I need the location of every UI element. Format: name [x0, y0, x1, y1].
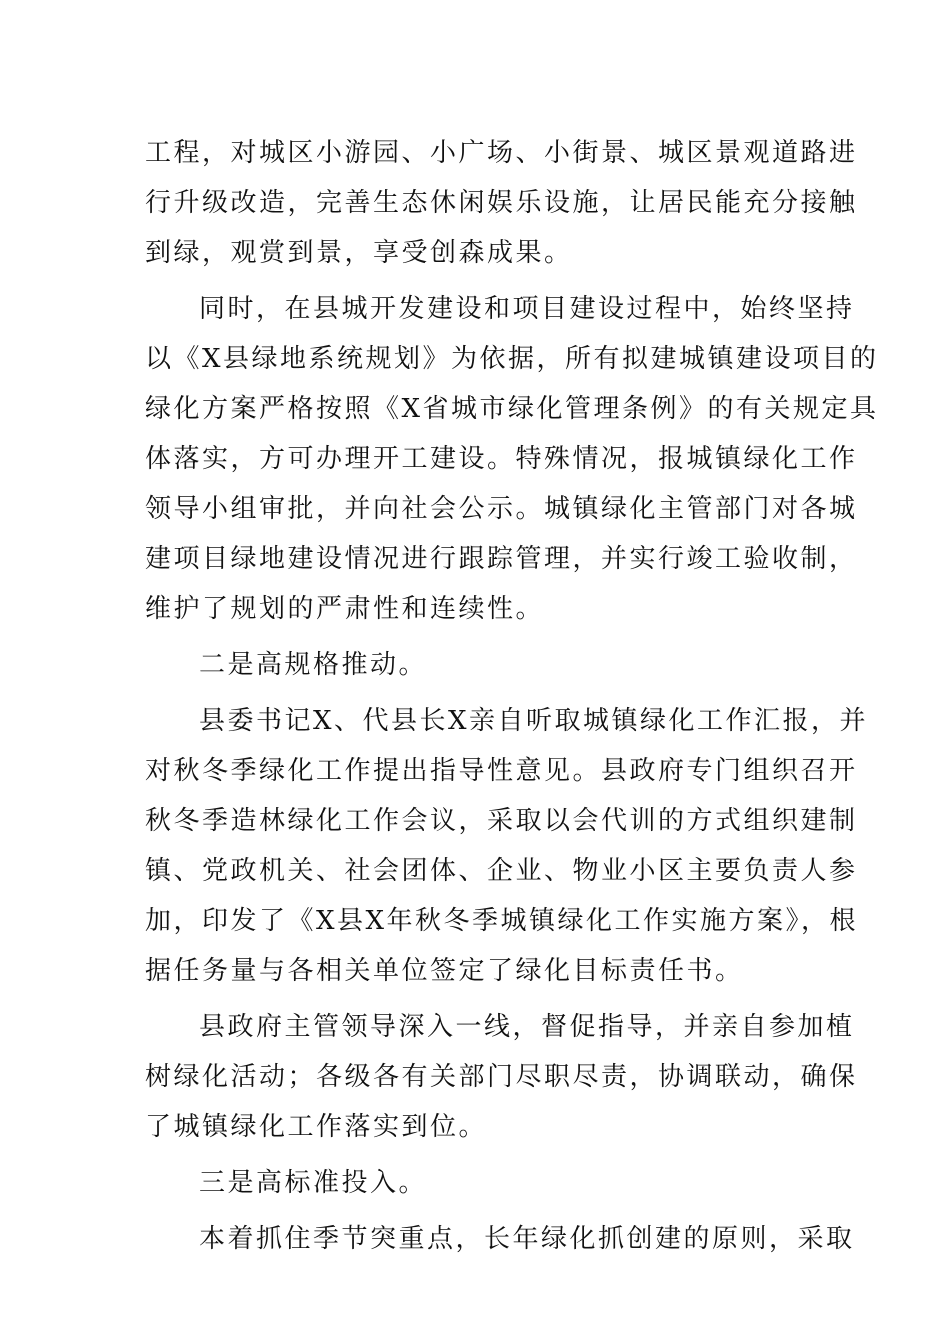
text-line: 以《X县绿地系统规划》为依据，所有拟建城镇建设项目的 — [145, 344, 879, 374]
text-line: 镇、党政机关、社会团体、企业、物业小区主要负责人参 — [145, 856, 858, 886]
paragraph-4 — [145, 1002, 858, 1152]
text-line: 县委书记X、代县长X亲自听取城镇绿化工作汇报，并 — [199, 706, 869, 736]
text-line: 工程，对城区小游园、小广场、小街景、城区景观道路进 — [145, 138, 858, 168]
text-line: 加，印发了《X县X年秋冬季城镇绿化工作实施方案》，根 — [145, 906, 859, 936]
paragraph-3 — [145, 696, 869, 996]
text-line: 建项目绿地建设情况进行跟踪管理，并实行竣工验收制， — [145, 544, 858, 574]
paragraph-5 — [145, 1214, 855, 1264]
section-heading-3: 三是高标准投入。 — [199, 1168, 428, 1198]
text-line: 体落实，方可办理开工建设。特殊情况，报城镇绿化工作 — [145, 444, 858, 474]
text-line: 维护了规划的严肃性和连续性。 — [145, 594, 545, 624]
text-line: 同时，在县城开发建设和项目建设过程中，始终坚持 — [199, 294, 855, 324]
text-line: 对秋冬季绿化工作提出指导性意见。县政府专门组织召开 — [145, 756, 858, 786]
text-line: 秋冬季造林绿化工作会议，采取以会代训的方式组织建制 — [145, 806, 858, 836]
text-line: 领导小组审批，并向社会公示。城镇绿化主管部门对各城 — [145, 494, 858, 524]
text-line: 到绿，观赏到景，享受创森成果。 — [145, 238, 573, 268]
text-line: 绿化方案严格按照《X省城市绿化管理条例》的有关规定具 — [145, 394, 879, 424]
section-heading-2: 二是高规格推动。 — [199, 650, 428, 680]
text-line: 树绿化活动；各级各有关部门尽职尽责，协调联动，确保 — [145, 1062, 858, 1092]
document-body — [145, 128, 879, 1264]
text-line: 行升级改造，完善生态休闲娱乐设施，让居民能充分接触 — [145, 188, 858, 218]
paragraph-1 — [145, 128, 858, 278]
text-line: 了城镇绿化工作落实到位。 — [145, 1112, 488, 1142]
text-line: 据任务量与各相关单位签定了绿化目标责任书。 — [145, 956, 744, 986]
text-line: 县政府主管领导深入一线，督促指导，并亲自参加植 — [199, 1012, 855, 1042]
text-line: 本着抓住季节突重点，长年绿化抓创建的原则，采取 — [199, 1224, 855, 1254]
paragraph-2 — [145, 284, 879, 634]
